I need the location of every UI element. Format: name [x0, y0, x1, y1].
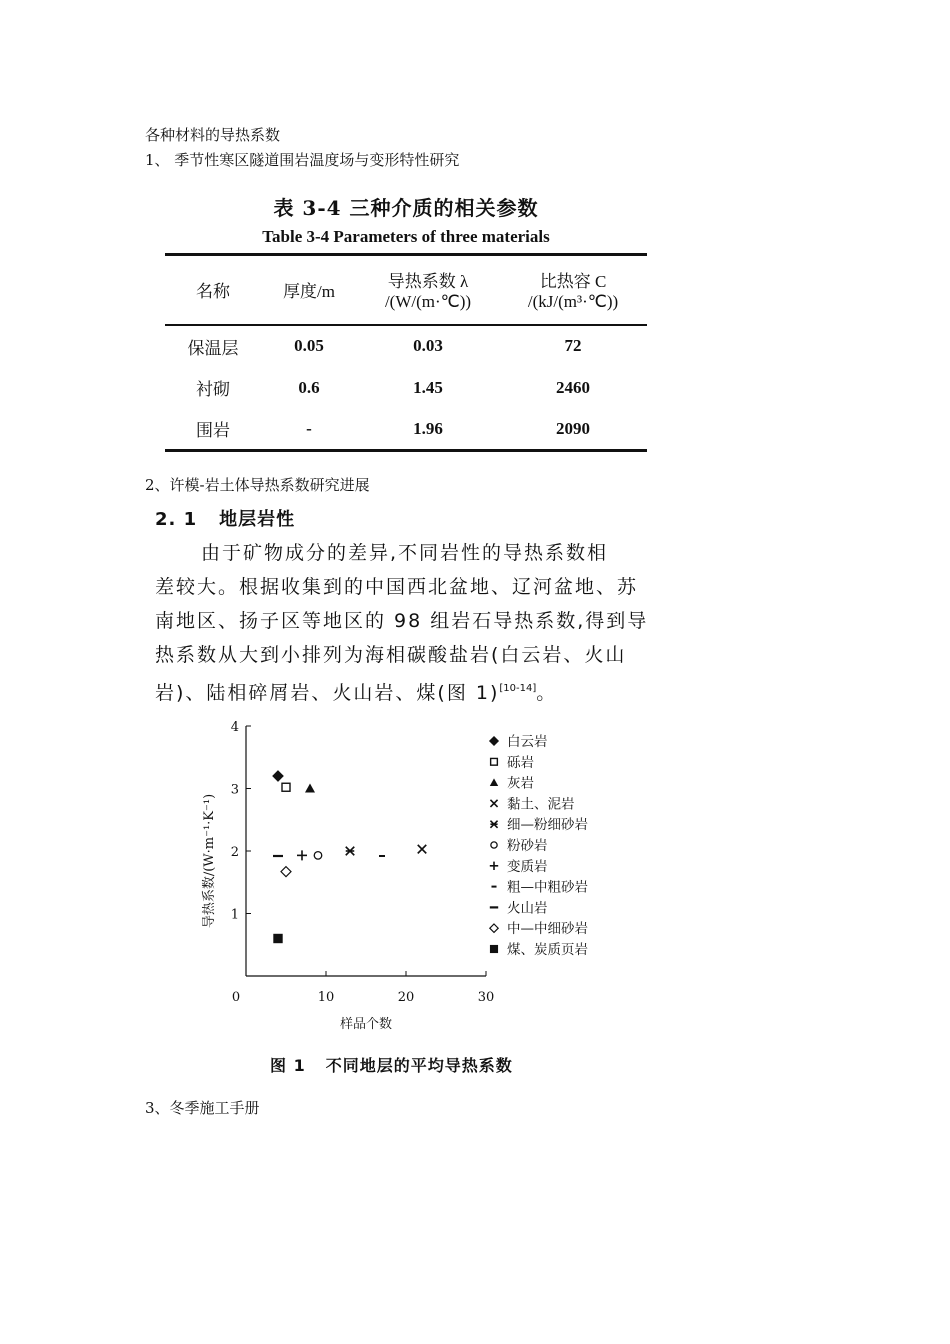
cell-heat-capacity: 2460 — [556, 377, 590, 397]
cell-conductivity: 1.96 — [413, 418, 443, 438]
cell-thickness: 0.05 — [294, 336, 324, 355]
cell-name: 衬砌 — [196, 380, 230, 399]
legend-marker — [490, 800, 497, 807]
figure-caption-text: 不同地层的平均导热系数 — [325, 1056, 513, 1075]
marker-shape — [274, 935, 282, 943]
marker-shape — [273, 771, 283, 781]
x-tick-label: 10 — [317, 990, 335, 1005]
legend-marker — [490, 862, 498, 870]
y-axis-label: 导热系数/(W·m⁻¹·K⁻¹) — [202, 793, 217, 929]
y-tick-label: 4 — [230, 720, 239, 735]
table-row — [165, 367, 647, 409]
legend-label: 细—粉细砂岩 — [507, 817, 588, 834]
table-header-row — [165, 255, 647, 325]
table-row — [165, 409, 647, 451]
paragraph-end: 。 — [536, 682, 558, 704]
cell-conductivity: 1.45 — [413, 377, 443, 397]
x-tick-label: 20 — [397, 990, 415, 1005]
marker-shape — [491, 946, 498, 953]
data-point — [418, 845, 427, 854]
x-tick-label: 0 — [231, 990, 241, 1005]
legend-marker — [490, 778, 498, 786]
header-heat-capacity-unit: /(kJ/(m³·℃)) — [527, 292, 619, 312]
data-point — [297, 850, 307, 860]
legend-label: 中—中细砂岩 — [507, 921, 588, 938]
body-paragraph — [155, 536, 655, 710]
paragraph-line: 南地区、扬子区等地区的 98 组岩石导热系数,得到导 — [155, 610, 649, 632]
subsection-number: 2. 1 — [155, 509, 198, 530]
marker-shape — [490, 737, 498, 745]
header-heat-capacity — [499, 255, 647, 325]
marker-shape — [305, 784, 315, 793]
legend-label: 粉砂岩 — [507, 838, 548, 854]
legend-label: 白云岩 — [507, 734, 548, 750]
header-name: 名称 — [196, 282, 230, 302]
cell-name: 围岩 — [196, 421, 230, 441]
x-tick-label: 30 — [477, 990, 495, 1005]
section-2-heading: 2、许模-岩土体导热系数研究进展 — [145, 476, 370, 494]
legend-label: 变质岩 — [507, 858, 548, 875]
header-conductivity-unit: /(W/(m·℃)) — [384, 292, 472, 312]
paragraph-line: 热系数从大到小排列为海相碳酸盐岩(白云岩、火山 — [155, 644, 627, 666]
cell-conductivity: 0.03 — [413, 336, 443, 355]
table-row — [165, 325, 647, 367]
document-title: 各种材料的导热系数 — [145, 126, 281, 144]
legend-marker — [491, 842, 497, 848]
paragraph-line: 差较大。根据收集到的中国西北盆地、辽河盆地、苏 — [155, 576, 639, 598]
legend-marker — [490, 737, 498, 745]
marker-shape — [281, 867, 291, 877]
subsection-heading — [155, 505, 295, 531]
legend-marker — [491, 758, 498, 765]
data-point — [305, 784, 315, 793]
cell-heat-capacity: 72 — [564, 336, 582, 355]
table-caption-en: Table 3-4 Parameters of three materials — [262, 227, 550, 246]
legend-marker — [490, 821, 497, 828]
y-tick-label: 3 — [230, 782, 239, 798]
section-1-heading: 1、 季节性寒区隧道围岩温度场与变形特性研究 — [145, 151, 460, 169]
x-axis-label: 样品个数 — [339, 1017, 393, 1032]
subsection-title: 地层岩性 — [219, 509, 296, 530]
legend-marker — [490, 924, 498, 932]
legend-label: 火山岩 — [507, 900, 548, 917]
figure-caption — [270, 1053, 513, 1076]
marker-shape — [491, 842, 497, 848]
cell-thickness: 0.6 — [298, 377, 320, 397]
header-conductivity — [357, 255, 499, 325]
y-tick-label: 1 — [230, 907, 239, 923]
data-point — [281, 867, 291, 877]
legend-label: 粗—中粗砂岩 — [507, 879, 588, 896]
header-thickness: 厚度/m — [283, 282, 335, 302]
figure-label: 图 1 — [270, 1056, 306, 1075]
table-caption-cn: 表 3-4 三种介质的相关参数 — [273, 196, 539, 220]
cell-name: 保温层 — [187, 338, 239, 358]
header-conductivity-label: 导热系数 λ — [387, 272, 469, 292]
legend-label: 煤、炭质页岩 — [507, 942, 588, 958]
header-heat-capacity-label: 比热容 C — [539, 272, 607, 292]
cell-thickness: - — [306, 418, 312, 438]
cell-heat-capacity: 2090 — [556, 418, 590, 438]
legend-label: 灰岩 — [507, 775, 534, 792]
marker-shape — [490, 778, 498, 786]
marker-shape — [490, 924, 498, 932]
scatter-chart — [190, 712, 620, 1037]
data-point — [273, 771, 283, 781]
data-point — [346, 847, 355, 856]
data-point — [314, 852, 322, 860]
parameters-table — [165, 253, 647, 452]
section-3-heading: 3、冬季施工手册 — [145, 1099, 260, 1117]
marker-shape — [282, 783, 290, 791]
legend-label: 黏土、泥岩 — [507, 796, 575, 813]
legend-marker — [491, 946, 498, 953]
paragraph-line: 由于矿物成分的差异,不同岩性的导热系数相 — [201, 542, 609, 564]
y-tick-label: 2 — [230, 845, 239, 860]
marker-shape — [491, 758, 498, 765]
marker-shape — [314, 852, 322, 860]
data-point — [274, 935, 282, 943]
legend-label: 砾岩 — [507, 754, 534, 771]
paragraph-text: 岩)、陆相碎屑岩、火山岩、煤(图 1) — [155, 682, 500, 704]
data-point — [282, 783, 290, 791]
paragraph-line-last — [155, 672, 655, 710]
citation: [10-14] — [499, 683, 537, 694]
